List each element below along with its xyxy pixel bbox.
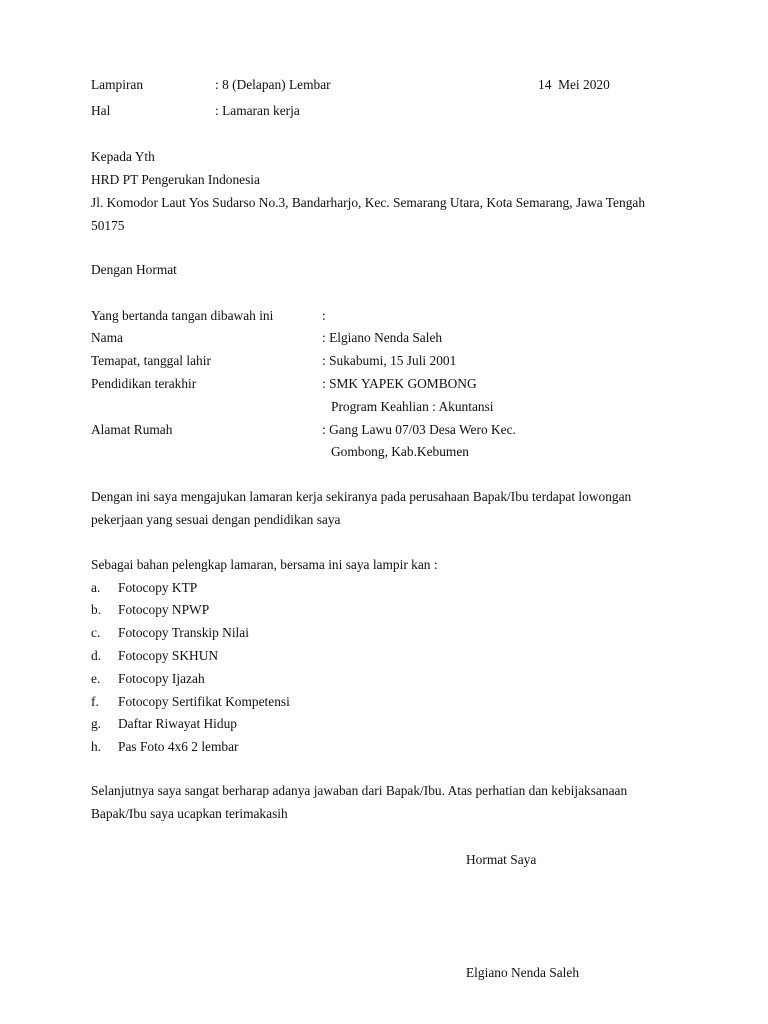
ttl-value: : Sukabumi, 15 Juli 2001 xyxy=(322,353,457,368)
list-item: Fotocopy Ijazah xyxy=(118,671,205,686)
list-item-letter: a. xyxy=(91,580,101,595)
list-item: Fotocopy NPWP xyxy=(118,602,210,617)
list-item-letter: f. xyxy=(91,694,99,709)
attachments-intro: Sebagai bahan pelengkap lamaran, bersama ini saya lampir kan : xyxy=(91,557,438,572)
list-item: Fotocopy Transkip Nilai xyxy=(118,625,249,640)
lampiran-value: : 8 (Delapan) Lembar xyxy=(215,77,331,92)
hal-value: : Lamaran kerja xyxy=(215,103,300,118)
list-item: Daftar Riwayat Hidup xyxy=(118,716,237,731)
pendidikan-label: Pendidikan terakhir xyxy=(91,376,197,391)
signature-name: Elgiano Nenda Saleh xyxy=(466,965,580,980)
greeting: Dengan Hormat xyxy=(91,262,177,277)
list-item-letter: d. xyxy=(91,648,102,663)
alamat-value: : Gang Lawu 07/03 Desa Wero Kec. xyxy=(322,422,516,437)
recipient-address: Jl. Komodor Laut Yos Sudarso No.3, Bandarharjo, Kec. Semarang Utara, Kota Semarang, Jawa Tengah 50175 xyxy=(91,195,646,233)
recipient-line1: Kepada Yth xyxy=(91,149,155,164)
hal-label: Hal xyxy=(91,103,111,118)
signature-salutation: Hormat Saya xyxy=(466,852,537,867)
list-item-letter: b. xyxy=(91,602,102,617)
identity-intro-colon: : xyxy=(322,308,326,323)
identity-intro-label: Yang bertanda tangan dibawah ini xyxy=(91,308,274,323)
ttl-label: Temapat, tanggal lahir xyxy=(91,353,211,368)
list-item: Fotocopy KTP xyxy=(118,580,198,595)
recipient-company: HRD PT Pengerukan Indonesia xyxy=(91,172,260,187)
lampiran-label: Lampiran xyxy=(91,77,144,92)
nama-value: : Elgiano Nenda Saleh xyxy=(322,330,443,345)
list-item-letter: g. xyxy=(91,716,102,731)
letter-date: 14 Mei 2020 xyxy=(538,77,610,92)
list-item: Fotocopy SKHUN xyxy=(118,648,219,663)
list-item: Fotocopy Sertifikat Kompetensi xyxy=(118,694,290,709)
closing-paragraph: Selanjutnya saya sangat berharap adanya jawaban dari Bapak/Ibu. Atas perhatian dan kebijaksanaan Bapak/Ibu saya ucapkan terimakasih xyxy=(91,783,628,821)
pendidikan-program: Program Keahlian : Akuntansi xyxy=(331,399,494,414)
list-item-letter: c. xyxy=(91,625,101,640)
pendidikan-value: : SMK YAPEK GOMBONG xyxy=(322,376,477,391)
list-item: Pas Foto 4x6 2 lembar xyxy=(118,739,239,754)
list-item-letter: e. xyxy=(91,671,101,686)
nama-label: Nama xyxy=(91,330,123,345)
alamat-label: Alamat Rumah xyxy=(91,422,173,437)
list-item-letter: h. xyxy=(91,739,102,754)
application-paragraph: Dengan ini saya mengajukan lamaran kerja sekiranya pada perusahaan Bapak/Ibu terdapat lowongan pekerjaan yang sesuai dengan pendidikan saya xyxy=(91,489,632,527)
alamat-value-line2: Gombong, Kab.Kebumen xyxy=(331,444,469,459)
